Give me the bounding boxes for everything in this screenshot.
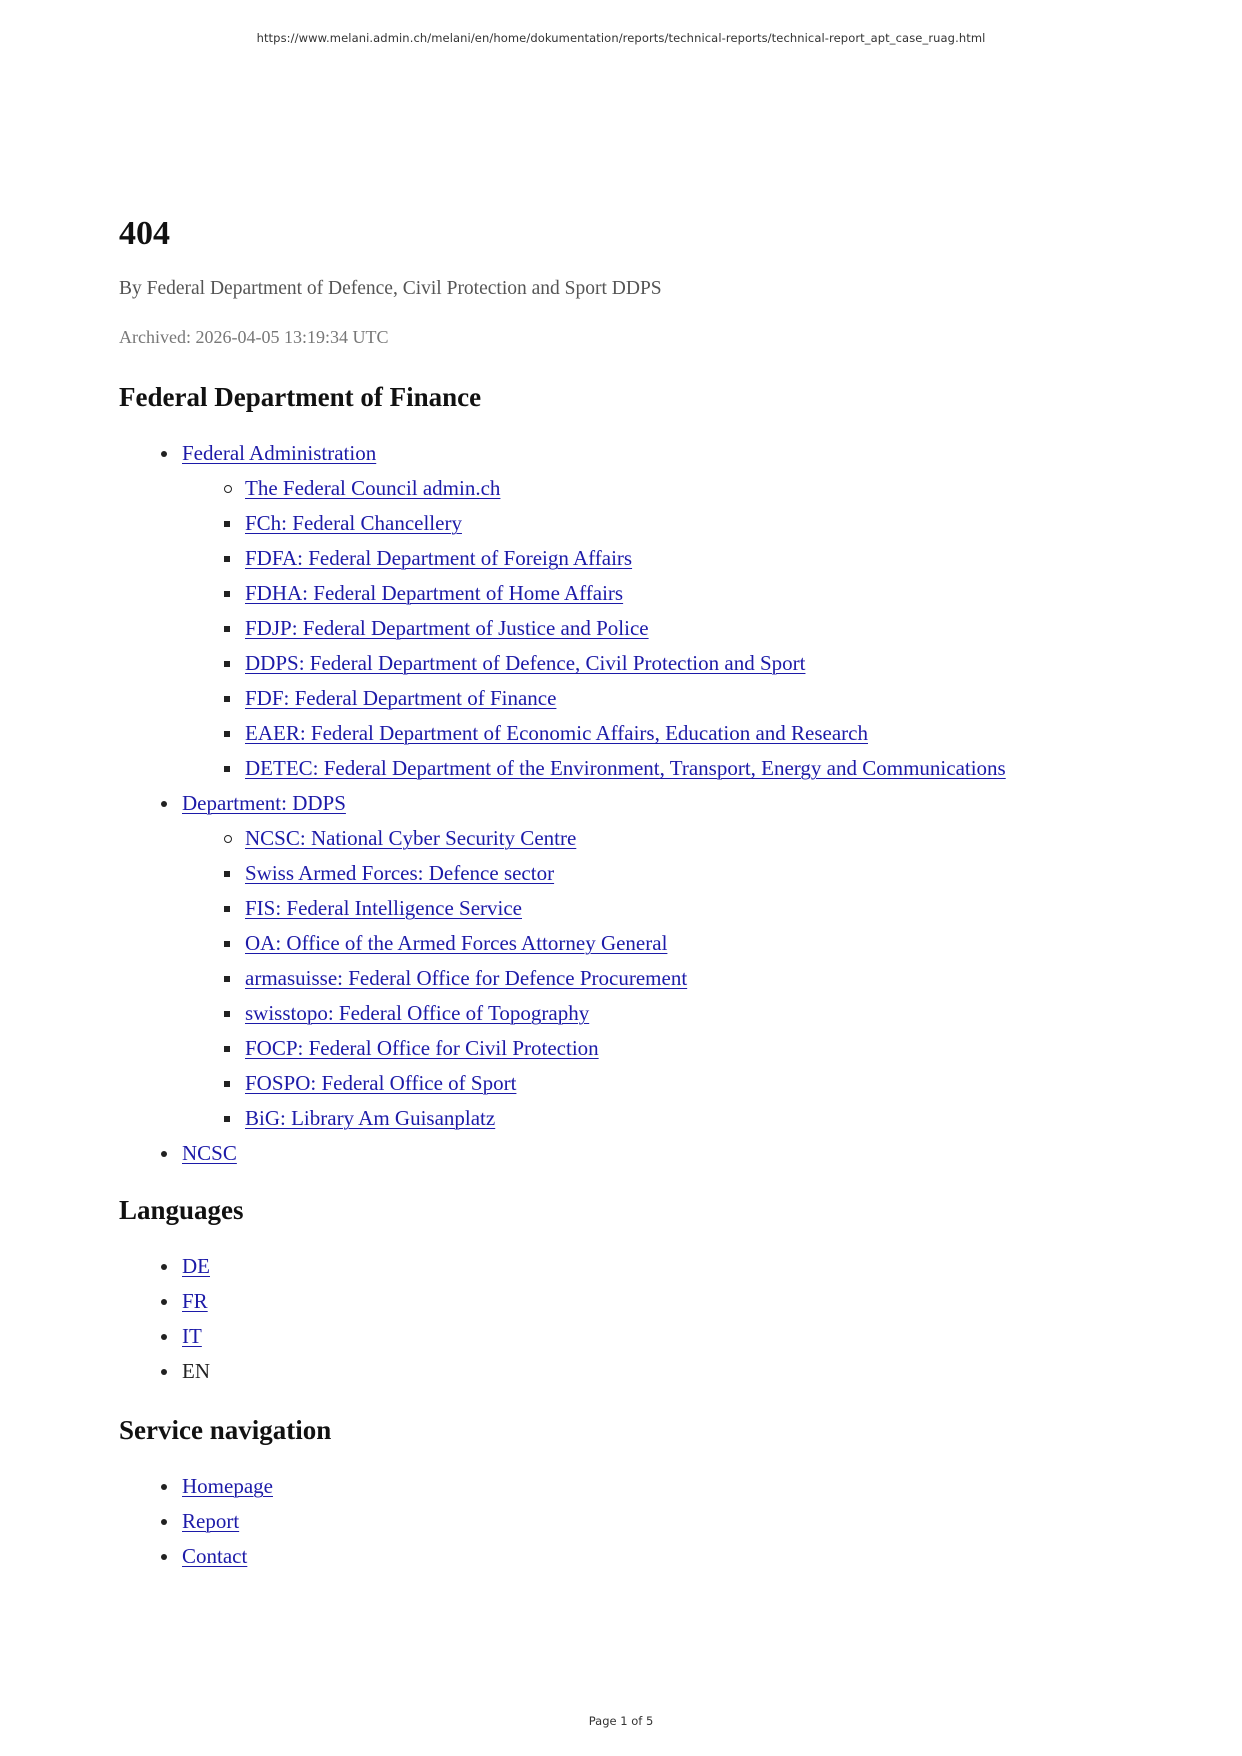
square-bullet — [224, 941, 230, 947]
list-item — [119, 1469, 1179, 1504]
list-item — [119, 436, 1179, 786]
homepage-link[interactable]: Homepage — [182, 1474, 273, 1498]
square-bullet — [224, 766, 230, 772]
disc-bullet — [161, 1369, 167, 1375]
list-item — [119, 716, 1179, 751]
languages-heading: Languages — [119, 1195, 244, 1225]
language-it-link[interactable]: IT — [182, 1324, 202, 1348]
square-bullet — [224, 521, 230, 527]
armasuisse-link[interactable]: armasuisse: Federal Office for Defence Procurement — [245, 966, 688, 990]
list-item — [119, 751, 1179, 786]
square-bullet — [224, 1081, 230, 1087]
list-item — [182, 821, 1179, 1136]
ncsc-centre-link[interactable]: NCSC: National Cyber Security Centre — [245, 826, 577, 850]
language-en-current: EN — [182, 1359, 210, 1383]
disc-bullet — [161, 1299, 167, 1305]
list-item — [119, 856, 1179, 891]
language-fr-link[interactable]: FR — [182, 1289, 208, 1313]
list-item — [119, 1504, 1179, 1539]
federal-administration-link[interactable]: Federal Administration — [182, 441, 377, 465]
square-bullet — [224, 906, 230, 912]
square-bullet — [224, 731, 230, 737]
fdfa-link[interactable]: FDFA: Federal Department of Foreign Affairs — [245, 546, 633, 570]
list-item — [119, 646, 1179, 681]
service-navigation-list — [119, 1469, 1179, 1574]
disc-bullet — [161, 1264, 167, 1270]
list-item — [119, 1136, 1179, 1171]
disc-bullet — [161, 1334, 167, 1340]
department-ddps-link[interactable]: Department: DDPS — [182, 791, 346, 815]
disc-bullet — [161, 1554, 167, 1560]
list-item — [119, 786, 1179, 1136]
ncsc-link[interactable]: NCSC — [182, 1141, 237, 1165]
circle-bullet — [224, 485, 232, 493]
ncsc-sublist — [119, 856, 1179, 1136]
archived-timestamp: Archived: 2026-04-05 13:19:34 UTC — [119, 327, 389, 347]
list-item — [119, 1319, 1179, 1354]
list-item — [119, 961, 1179, 996]
languages-list — [119, 1249, 1179, 1389]
federal-council-sublist — [119, 506, 1179, 786]
disc-bullet — [161, 451, 167, 457]
list-item — [119, 506, 1179, 541]
list-item — [119, 891, 1179, 926]
fospo-link[interactable]: FOSPO: Federal Office of Sport — [245, 1071, 517, 1095]
square-bullet — [224, 696, 230, 702]
language-de-link[interactable]: DE — [182, 1254, 210, 1278]
article-byline: By Federal Department of Defence, Civil Protection and Sport DDPS — [119, 278, 662, 299]
circle-bullet — [224, 835, 232, 843]
focp-link[interactable]: FOCP: Federal Office for Civil Protection — [245, 1036, 599, 1060]
square-bullet — [224, 871, 230, 877]
article-content — [119, 210, 1179, 1574]
square-bullet — [224, 626, 230, 632]
fdf-link[interactable]: FDF: Federal Department of Finance — [245, 686, 557, 710]
disc-bullet — [161, 1519, 167, 1525]
fis-link[interactable]: FIS: Federal Intelligence Service — [245, 896, 522, 920]
eaer-link[interactable]: EAER: Federal Department of Economic Affairs, Education and Research — [245, 721, 868, 745]
disc-bullet — [161, 801, 167, 807]
big-link[interactable]: BiG: Library Am Guisanplatz — [245, 1106, 496, 1130]
page-footer: Page 1 of 5 — [588, 1714, 654, 1728]
contact-link[interactable]: Contact — [182, 1544, 248, 1568]
square-bullet — [224, 1046, 230, 1052]
list-item — [119, 1354, 1179, 1389]
list-item — [119, 1101, 1179, 1136]
detec-link[interactable]: DETEC: Federal Department of the Environment, Transport, Energy and Communications — [245, 756, 1006, 780]
page-url-header: https://www.melani.admin.ch/melani/en/home/dokumentation/reports/technical-reports/technical-report_apt_case_ruag.html — [256, 31, 986, 45]
fdha-link[interactable]: FDHA: Federal Department of Home Affairs — [245, 581, 624, 605]
finance-nav-list — [119, 436, 1179, 1171]
armed-forces-link[interactable]: Swiss Armed Forces: Defence sector — [245, 861, 555, 885]
square-bullet — [224, 556, 230, 562]
service-navigation-heading: Service navigation — [119, 1415, 332, 1445]
list-item — [119, 1539, 1179, 1574]
square-bullet — [224, 976, 230, 982]
list-item — [119, 541, 1179, 576]
disc-bullet — [161, 1151, 167, 1157]
page-title: 404 — [119, 215, 170, 252]
department-sublist — [182, 821, 1179, 1136]
list-item — [119, 611, 1179, 646]
square-bullet — [224, 1011, 230, 1017]
federal-administration-sublist — [182, 471, 1179, 786]
swisstopo-link[interactable]: swisstopo: Federal Office of Topography — [245, 1001, 590, 1025]
report-link[interactable]: Report — [182, 1509, 240, 1533]
list-item — [119, 1031, 1179, 1066]
oa-link[interactable]: OA: Office of the Armed Forces Attorney General — [245, 931, 668, 955]
square-bullet — [224, 1116, 230, 1122]
list-item — [182, 471, 1179, 786]
list-item — [119, 1066, 1179, 1101]
list-item — [119, 1249, 1179, 1284]
list-item — [119, 1284, 1179, 1319]
finance-heading: Federal Department of Finance — [119, 382, 482, 412]
square-bullet — [224, 591, 230, 597]
disc-bullet — [161, 1484, 167, 1490]
list-item — [119, 996, 1179, 1031]
fch-link[interactable]: FCh: Federal Chancellery — [245, 511, 462, 535]
federal-council-link[interactable]: The Federal Council admin.ch — [245, 476, 501, 500]
ddps-link[interactable]: DDPS: Federal Department of Defence, Civil Protection and Sport — [245, 651, 806, 675]
fdjp-link[interactable]: FDJP: Federal Department of Justice and Police — [245, 616, 649, 640]
list-item — [119, 576, 1179, 611]
list-item — [119, 681, 1179, 716]
list-item — [119, 926, 1179, 961]
square-bullet — [224, 661, 230, 667]
